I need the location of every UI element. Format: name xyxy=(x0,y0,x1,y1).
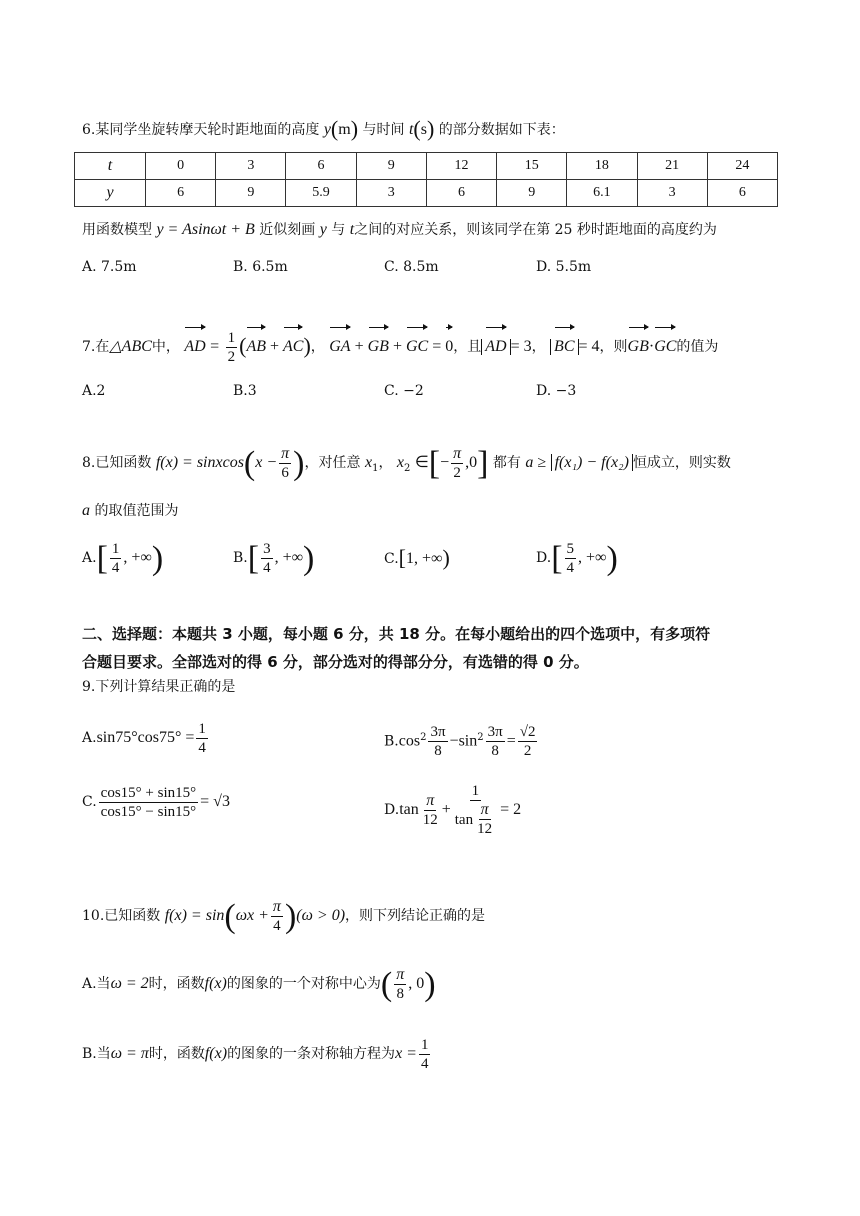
fraction-denominator: 2 xyxy=(227,348,236,365)
fraction-denominator: 4 xyxy=(420,1055,429,1072)
q10-b-mid: 时，函数 xyxy=(148,1046,205,1062)
q7-vector-gc: GC xyxy=(406,326,428,365)
table-cell: 3 xyxy=(637,180,707,207)
q7-vector-ab: AB xyxy=(246,326,266,365)
fraction-denominator: 12 xyxy=(422,811,438,828)
q7-dot-gb: GB xyxy=(628,326,649,365)
q10-option-b[interactable] xyxy=(82,1034,432,1074)
q6-y-unit: m xyxy=(338,121,351,138)
q7-abs-bc: BC xyxy=(554,326,574,365)
table-cell: 6 xyxy=(286,153,356,180)
q7-after-triangle: 中， xyxy=(151,339,180,355)
q10-prefix: 10.已知函数 xyxy=(82,908,161,924)
fraction-numerator: π xyxy=(480,801,489,818)
option-interval: 1, +∞ xyxy=(406,550,443,567)
fraction-denominator: 2 xyxy=(453,464,461,481)
q7-vector-ga: GA xyxy=(329,326,350,365)
q8-any: ，对任意 xyxy=(304,455,361,471)
q10-b-x: x = xyxy=(395,1045,417,1062)
q9-b-fraction1 xyxy=(428,723,447,760)
q7-and: ，且 xyxy=(453,339,482,355)
q6-stem: 6.某同学坐旋转摩天轮时距地面的高度 y(m) 与时间 t(s) 的部分数据如下表： xyxy=(82,116,565,141)
q7-ad-length: = 3 xyxy=(510,338,532,355)
q10-a-prefix: A.当 xyxy=(82,976,111,992)
fraction-denominator: 4 xyxy=(111,559,120,576)
q6-model-formula: y = Asinωt + B xyxy=(156,221,255,238)
q6-t-var: t xyxy=(408,121,414,138)
table-cell: 3 xyxy=(216,153,286,180)
q7-then: ，则 xyxy=(599,339,628,355)
fraction-numerator: 3π xyxy=(487,724,503,741)
q9-d-tan-den: tan xyxy=(454,811,474,828)
q6-text-mid: 与时间 xyxy=(362,122,405,138)
q9-b-cos: cos xyxy=(398,732,421,750)
q6-y-var: y xyxy=(323,121,331,138)
fraction-denominator: 4 xyxy=(263,559,271,576)
q6-option-d[interactable]: D. 5.5m xyxy=(536,259,592,275)
q7-tail: 的值为 xyxy=(676,339,719,355)
fraction-denominator: 8 xyxy=(396,985,404,1002)
table-cell: 6 xyxy=(707,180,777,207)
fraction-denominator: 6 xyxy=(281,464,289,481)
q8-a-var: a xyxy=(82,502,90,519)
table-cell: 6.1 xyxy=(567,180,637,207)
q8-stem-line2 xyxy=(82,500,178,522)
q9-d-inner-fraction xyxy=(475,801,494,838)
fraction-denominator: cos15° − sin15° xyxy=(100,803,197,820)
q8-d-fraction xyxy=(565,540,577,577)
fraction-numerator: 1 xyxy=(420,1036,429,1053)
option-tail: , +∞ xyxy=(123,549,152,566)
q7-vector-ad: AD xyxy=(184,326,205,365)
q8-x1: x xyxy=(364,454,373,471)
fraction-denominator: 12 xyxy=(477,821,493,837)
q6-model-prefix: 用函数模型 xyxy=(82,222,152,238)
option-label: B. xyxy=(233,550,248,566)
q8-holds-prefix: 都有 xyxy=(492,455,521,471)
q8-holds-suffix: 恒成立，则实数 xyxy=(632,455,731,471)
table-row xyxy=(75,180,778,207)
q9-d-reciprocal xyxy=(453,782,498,838)
q7-prefix: 7.在 xyxy=(82,339,110,355)
q10-condition: (ω > 0) xyxy=(296,907,346,924)
q6-option-c[interactable]: C. 8.5m xyxy=(384,259,439,275)
q10-a-omega: ω = 2 xyxy=(110,975,149,992)
table-cell: 6 xyxy=(146,180,216,207)
q8-neg-pi-over-2 xyxy=(451,445,463,482)
q7-option-c[interactable]: C. −2 xyxy=(384,383,424,399)
q9-d-pi12 xyxy=(421,792,440,829)
q8-interval-zero: 0 xyxy=(469,454,478,471)
table-cell: 9 xyxy=(356,153,426,180)
q10-a-mid: 时，函数 xyxy=(148,976,205,992)
q8-option-b[interactable]: B.[ $\frac{3}{4}$ , +∞) xyxy=(233,540,315,577)
q6-option-a[interactable]: A. 7.5m xyxy=(82,259,137,275)
table-cell: 12 xyxy=(426,153,496,180)
fraction-numerator: 1 xyxy=(227,329,236,346)
fraction-numerator: π xyxy=(281,444,290,462)
q10-function: f(x) = sin xyxy=(164,907,225,924)
q6-model-suffix: 之间的对应关系，则该同学在第 25 秒时距地面的高度约为 xyxy=(354,222,717,238)
q10-suffix: ，则下列结论正确的是 xyxy=(345,908,486,924)
q10-option-a[interactable]: A.当ω = 2时，函数f(x)的图象的一个对称中心为( $\frac{\pi}{8}$ , 0) xyxy=(82,965,436,1003)
fraction-numerator: 1 xyxy=(198,720,206,737)
q9-a-expr: sin75°cos75° = xyxy=(96,729,195,746)
fraction-numerator: 5 xyxy=(566,540,575,557)
q6-text-prefix: 6.某同学坐旋转摩天轮时距地面的高度 xyxy=(82,122,320,138)
q9-c-result: = √3 xyxy=(200,793,230,810)
option-label: A. xyxy=(82,730,97,746)
q9-option-c[interactable] xyxy=(82,782,230,822)
table-row xyxy=(75,153,778,180)
q10-b-prefix: B.当 xyxy=(82,1046,111,1062)
q6-data-table xyxy=(74,152,778,207)
q7-dot-gc: GC xyxy=(654,326,676,365)
q7-zero-vector: 0 xyxy=(445,326,453,365)
table-cell: 18 xyxy=(567,153,637,180)
table-cell: 6 xyxy=(426,180,496,207)
fraction-denominator: 8 xyxy=(434,743,442,760)
table-cell: 9 xyxy=(216,180,286,207)
q7-abs-ad: AD xyxy=(485,326,506,365)
table-cell: 21 xyxy=(637,153,707,180)
option-label: C. xyxy=(384,551,399,567)
q7-vector-ac: AC xyxy=(283,326,303,365)
q9-stem: 9.下列计算结果正确的是 xyxy=(82,679,236,695)
table-cell: 0 xyxy=(146,153,216,180)
q9-d-tan: tan xyxy=(399,801,419,818)
table-cell: 3 xyxy=(356,180,426,207)
fraction-numerator: π xyxy=(426,791,435,809)
q9-a-fraction xyxy=(196,720,208,757)
q8-in-symbol: ∈ xyxy=(414,454,429,471)
fraction-numerator: 1 xyxy=(111,540,120,557)
q7-stem: 7.在△ABC中， AD = $\frac{1}{2}$ (AB + AC)， GA + GB + GC = 0，且 AD = 3， BC = 4，则GB·GC的值为 xyxy=(82,326,718,366)
table-header-y: y xyxy=(75,180,146,207)
q6-t-unit: s xyxy=(420,121,427,138)
q8-b-fraction xyxy=(261,540,273,577)
q10-a-suffix: 的图象的一个对称中心为 xyxy=(226,976,381,992)
q9-b-fraction2 xyxy=(486,723,505,760)
q8-function: f(x) = sinxcos xyxy=(155,454,244,471)
q8-option-d[interactable]: D.[ $\frac{5}{4}$ , +∞) xyxy=(536,540,618,577)
option-tail: , +∞ xyxy=(578,549,607,566)
q10-omega-x: ωx + xyxy=(235,907,269,924)
q9-b-result xyxy=(518,723,538,760)
q8-prefix: 8.已知函数 xyxy=(82,455,152,471)
table-header-t: t xyxy=(75,153,146,180)
q9-b-sin: sin xyxy=(458,732,478,750)
fraction-numerator: √2 xyxy=(519,724,536,741)
option-label: D. xyxy=(384,802,400,818)
option-label: B. xyxy=(384,733,399,750)
fraction-denominator: 4 xyxy=(198,739,206,756)
table-cell: 5.9 xyxy=(286,180,356,207)
q7-option-d[interactable]: D. −3 xyxy=(536,383,577,399)
q8-option-c[interactable]: C.[1, +∞) xyxy=(384,545,450,570)
q6-model-y: y xyxy=(319,221,327,238)
q6-text-suffix: 的部分数据如下表： xyxy=(438,122,565,138)
q8-option-a[interactable]: A.[ $\frac{1}{4}$ , +∞) xyxy=(82,540,164,577)
q8-a-ge: a ≥ xyxy=(525,454,547,471)
fraction-numerator: π xyxy=(396,965,405,983)
q10-pi-over-4 xyxy=(271,898,283,935)
table-cell: 24 xyxy=(707,153,777,180)
fraction-denominator: 4 xyxy=(273,917,281,934)
q8-line2: 的取值范围为 xyxy=(94,503,179,519)
fraction-numerator: π xyxy=(272,897,281,915)
fraction-numerator: 1 xyxy=(471,783,480,799)
q7-half-fraction xyxy=(226,329,238,366)
q8-stem: 8.已知函数 f(x) = sinxcos(x − $\frac{\pi}{6}$ )，对任意 $x_1$， $x_2$ ∈[− $\frac{\pi}{2}$ ,0] 都有 a ≥ f(x₁) − f(x₂) 恒成立，则实数 xyxy=(82,444,731,482)
q9-d-result: = 2 xyxy=(500,801,522,818)
option-label: D. xyxy=(536,550,552,566)
q6-option-b[interactable]: B. 6.5m xyxy=(233,259,288,275)
q8-pi-over-6 xyxy=(279,445,291,482)
q10-a-fx: f(x) xyxy=(204,975,227,992)
q10-b-suffix: 的图象的一条对称轴方程为 xyxy=(227,1046,396,1062)
q7-option-b[interactable]: B.3 xyxy=(233,383,257,399)
fraction-denominator: 8 xyxy=(491,743,499,760)
option-tail: , +∞ xyxy=(274,549,304,566)
q8-x2: x xyxy=(396,454,404,471)
q10-b-fraction xyxy=(419,1036,431,1073)
fraction-denominator: 4 xyxy=(566,559,575,576)
q9-option-a[interactable] xyxy=(82,718,210,758)
q8-x-minus: x − xyxy=(255,454,278,471)
q8-abs-diff: f(x₁) − f(x₂) xyxy=(551,454,633,471)
q9-option-d[interactable]: D.tan $\frac{\pi}{12}$ + 1 tan $\frac{\pi}{12}$ = 2 xyxy=(384,783,522,837)
fraction-numerator: cos15° + sin15° xyxy=(100,784,197,801)
q10-a-pi-over-8 xyxy=(394,966,406,1003)
q7-bc-length: = 4 xyxy=(578,338,600,355)
q10-stem: 10.已知函数 f(x) = sin(ωx + $\frac{\pi}{4}$ )(ω > 0)，则下列结论正确的是 xyxy=(82,897,486,935)
q6-model-mid1: 近似刻画 xyxy=(259,222,316,238)
fraction-denominator xyxy=(453,801,498,838)
q7-option-a[interactable]: A.2 xyxy=(82,383,106,399)
fraction-numerator: π xyxy=(453,444,462,462)
q10-a-zero: , 0 xyxy=(408,975,425,992)
q10-b-omega: ω = π xyxy=(110,1045,149,1062)
table-cell: 15 xyxy=(497,153,567,180)
fraction-numerator: 3 xyxy=(263,540,271,557)
q6-model-mid2: 与 xyxy=(331,222,346,238)
section-heading-line2: 合题目要求。全部选对的得 6 分，部分选对的得部分分，有选错的得 0 分。 xyxy=(82,653,589,671)
option-label: C. xyxy=(82,794,97,810)
q9-c-fraction xyxy=(99,784,198,821)
q6-model-t: t xyxy=(349,221,355,238)
q6-model-line xyxy=(82,219,717,241)
q7-vector-gb: GB xyxy=(368,326,389,365)
q9-option-b[interactable]: $B.\cos^2$ $\frac{3\pi}{8}$ $-\sin^2$ $\frac{3\pi}{8}$ = $\frac{√2}{2}$ xyxy=(384,724,536,760)
fraction-denominator: 2 xyxy=(523,743,532,760)
option-label: A. xyxy=(82,550,97,566)
q7-triangle: △ABC xyxy=(109,338,152,355)
table-cell: 9 xyxy=(497,180,567,207)
section-heading-line1: 二、选择题：本题共 3 小题，每小题 6 分，共 18 分。在每小题给出的四个选项中，有多项符 xyxy=(82,625,711,643)
fraction-numerator: 3π xyxy=(430,724,446,741)
q8-a-fraction xyxy=(110,540,122,577)
q10-b-fx: f(x) xyxy=(204,1045,228,1062)
